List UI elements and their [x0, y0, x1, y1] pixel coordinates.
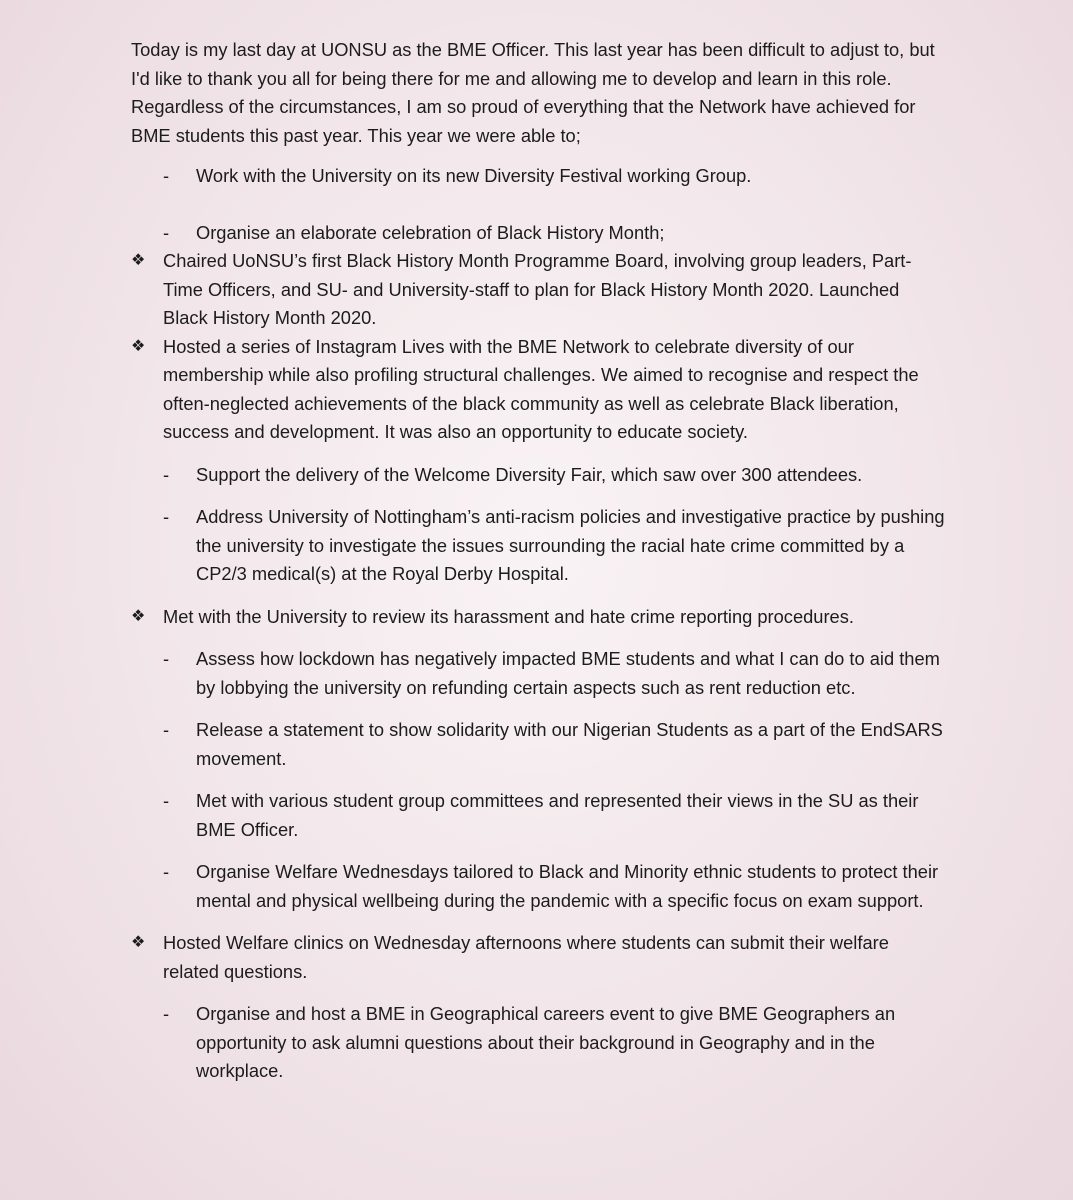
- list-item-lockdown-impact: [131, 645, 946, 702]
- diamond-bullet-icon: ❖: [131, 337, 146, 355]
- dash-bullet: -: [163, 1003, 170, 1024]
- dash-bullet: -: [163, 165, 170, 186]
- list-item-programme-board: [131, 247, 946, 333]
- list-item-black-history-month: [131, 219, 946, 248]
- dash-bullet: -: [163, 221, 170, 243]
- list-item-harassment-review: [131, 603, 946, 632]
- dash-bullet: -: [163, 790, 170, 811]
- dash-bullet: -: [163, 861, 170, 882]
- list-item-diversity-festival: [131, 162, 946, 191]
- list-item-text: Organise and host a BME in Geographical careers event to give BME Geographers an opportunity to ask alumni questions about their background in Geography and in the workplace.: [196, 1003, 896, 1081]
- list-item-diversity-fair: [131, 461, 946, 490]
- list-item-group-committees: [131, 787, 946, 844]
- dash-bullet: -: [163, 506, 170, 527]
- list-item-geography-careers: [131, 1000, 946, 1086]
- intro-paragraph: Today is my last day at UONSU as the BME Officer. This last year has been difficult to adjust to, but I'd like to thank you all for being there for me and allowing me to develop and learn in this role. Regardless of the circumstances, I am so proud of everything that the Network have achieved for BME students this past year. This year we were able to;: [131, 39, 935, 146]
- list-item-text: Hosted a series of Instagram Lives with the BME Network to celebrate diversity of our membership while also profiling structural challenges. We aimed to recognise and respect the often-neglected achievements of the black community as well as celebrate Black liberation, success and development. It was also an opportunity to educate society.: [163, 335, 919, 442]
- list-item-text: Assess how lockdown has negatively impacted BME students and what I can do to aid them by lobbying the university on refunding certain aspects such as rent reduction etc.: [196, 648, 940, 698]
- list-item-text: Chaired UoNSU’s first Black History Month Programme Board, involving group leaders, Part-Time Officers, and SU- and University-staff to plan for Black History Month 2020. Launched Black History Month 2020.: [163, 250, 912, 328]
- diamond-bullet-icon: ❖: [131, 252, 146, 269]
- list-item-welfare-wednesdays: [131, 858, 946, 915]
- list-item-text: Address University of Nottingham’s anti-racism policies and investigative practice by pushing the university to investigate the issues surrounding the racial hate crime committed by a CP2/3 medical(s) at the Royal Derby Hospital.: [196, 506, 945, 584]
- dash-bullet: -: [163, 648, 170, 669]
- list-item-welfare-clinics: [131, 929, 946, 986]
- diamond-bullet-icon: ❖: [131, 934, 146, 951]
- list-item-text: Met with various student group committees and represented their views in the SU as their BME Officer.: [196, 790, 919, 840]
- list-item-endsars-statement: [131, 716, 946, 773]
- list-item-text: Organise an elaborate celebration of Black History Month;: [196, 221, 665, 243]
- list-item-instagram-lives: [131, 333, 946, 447]
- dash-bullet: -: [163, 719, 170, 740]
- diamond-bullet-icon: ❖: [131, 607, 146, 625]
- list-item-text: Support the delivery of the Welcome Diversity Fair, which saw over 300 attendees.: [196, 463, 863, 485]
- list-item-text: Release a statement to show solidarity with our Nigerian Students as a part of the EndSARS movement.: [196, 719, 943, 769]
- document-body: [131, 36, 946, 1086]
- list-item-text: Met with the University to review its harassment and hate crime reporting procedures.: [163, 605, 854, 627]
- list-item-text: Work with the University on its new Diversity Festival working Group.: [196, 165, 752, 186]
- dash-bullet: -: [163, 463, 170, 485]
- list-item-text: Organise Welfare Wednesdays tailored to Black and Minority ethnic students to protect their mental and physical wellbeing during the pandemic with a specific focus on exam support.: [196, 861, 939, 911]
- list-item-text: Hosted Welfare clinics on Wednesday afternoons where students can submit their welfare related questions.: [163, 932, 889, 982]
- list-item-anti-racism: [131, 503, 946, 589]
